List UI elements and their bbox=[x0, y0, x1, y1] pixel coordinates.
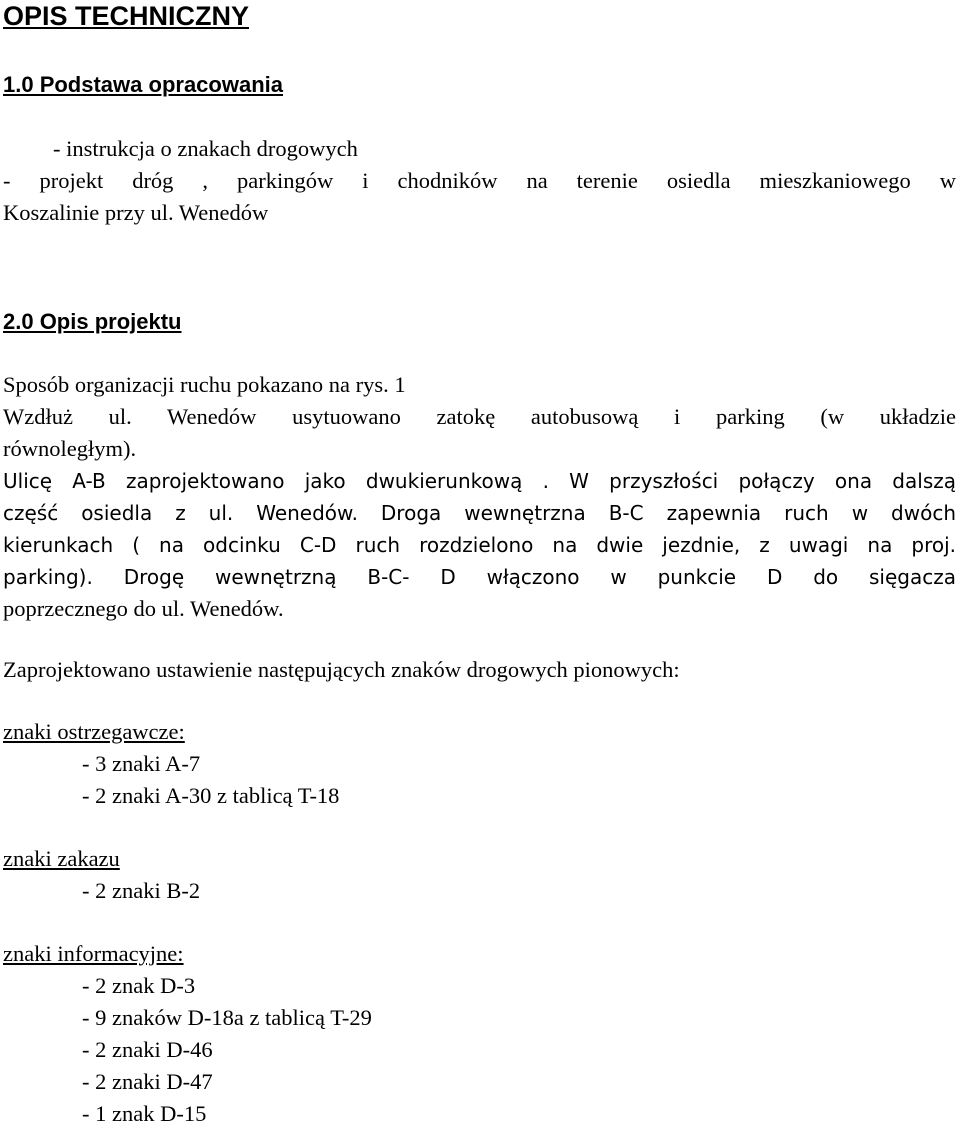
paragraph-line: Sposób organizacji ruchu pokazano na rys. 1 bbox=[3, 372, 406, 397]
prohibition-signs-label: znaki zakazu bbox=[3, 846, 120, 871]
basis-item-1: - instrukcja o znakach drogowych bbox=[53, 136, 358, 161]
list-item: - 1 znak D-15 bbox=[82, 1101, 207, 1126]
warning-signs-label: znaki ostrzegawcze: bbox=[3, 719, 185, 744]
list-item: - 2 znaki D-47 bbox=[82, 1069, 213, 1094]
paragraph-line: Wzdłuż ul. Wenedów usytuowano zatokę autobusową i parking (w układzie bbox=[3, 404, 956, 429]
basis-item-2: - projekt dróg , parkingów i chodników na terenie osiedla mieszkaniowego w bbox=[3, 168, 956, 193]
information-signs-label: znaki informacyjne: bbox=[3, 941, 184, 966]
information-signs-list bbox=[3, 938, 956, 1130]
prohibition-signs-list bbox=[3, 843, 956, 907]
list-item: - 2 znaki B-2 bbox=[82, 878, 201, 903]
paragraph-line: parking). Drogę wewnętrzną B-C- D włączono w punkcie D do sięgacza bbox=[3, 565, 956, 589]
section-1-heading: 1.0 Podstawa opracowania bbox=[3, 72, 283, 97]
section-1-body bbox=[3, 133, 956, 229]
warning-signs-list bbox=[3, 716, 956, 812]
signs-intro bbox=[3, 654, 956, 686]
paragraph-line: część osiedla z ul. Wenedów. Droga wewnętrzna B-C zapewnia ruch w dwóch bbox=[3, 501, 956, 525]
section-2-body bbox=[3, 369, 956, 625]
paragraph-line: poprzecznego do ul. Wenedów. bbox=[3, 596, 284, 621]
section-2-heading: 2.0 Opis projektu bbox=[3, 309, 182, 334]
list-item: - 2 znak D-3 bbox=[82, 973, 196, 998]
list-item: - 2 znaki A-30 z tablicą T-18 bbox=[82, 783, 340, 808]
paragraph-line: kierunkach ( na odcinku C-D ruch rozdzielono na dwie jezdnie, z uwagi na proj. bbox=[3, 533, 956, 557]
paragraph-line: Ulicę A-B zaprojektowano jako dwukierunkową . W przyszłości połączy ona dalszą bbox=[3, 469, 956, 493]
document-title: OPIS TECHNICZNY bbox=[3, 1, 250, 31]
paragraph-line: równoległym). bbox=[3, 436, 137, 461]
list-item: - 2 znaki D-46 bbox=[82, 1037, 213, 1062]
signs-intro-text: Zaprojektowano ustawienie następujących znaków drogowych pionowych: bbox=[3, 657, 680, 682]
list-item: - 9 znaków D-18a z tablicą T-29 bbox=[82, 1005, 372, 1030]
list-item: - 3 znaki A-7 bbox=[82, 751, 201, 776]
basis-item-2-cont: Koszalinie przy ul. Wenedów bbox=[3, 200, 269, 225]
